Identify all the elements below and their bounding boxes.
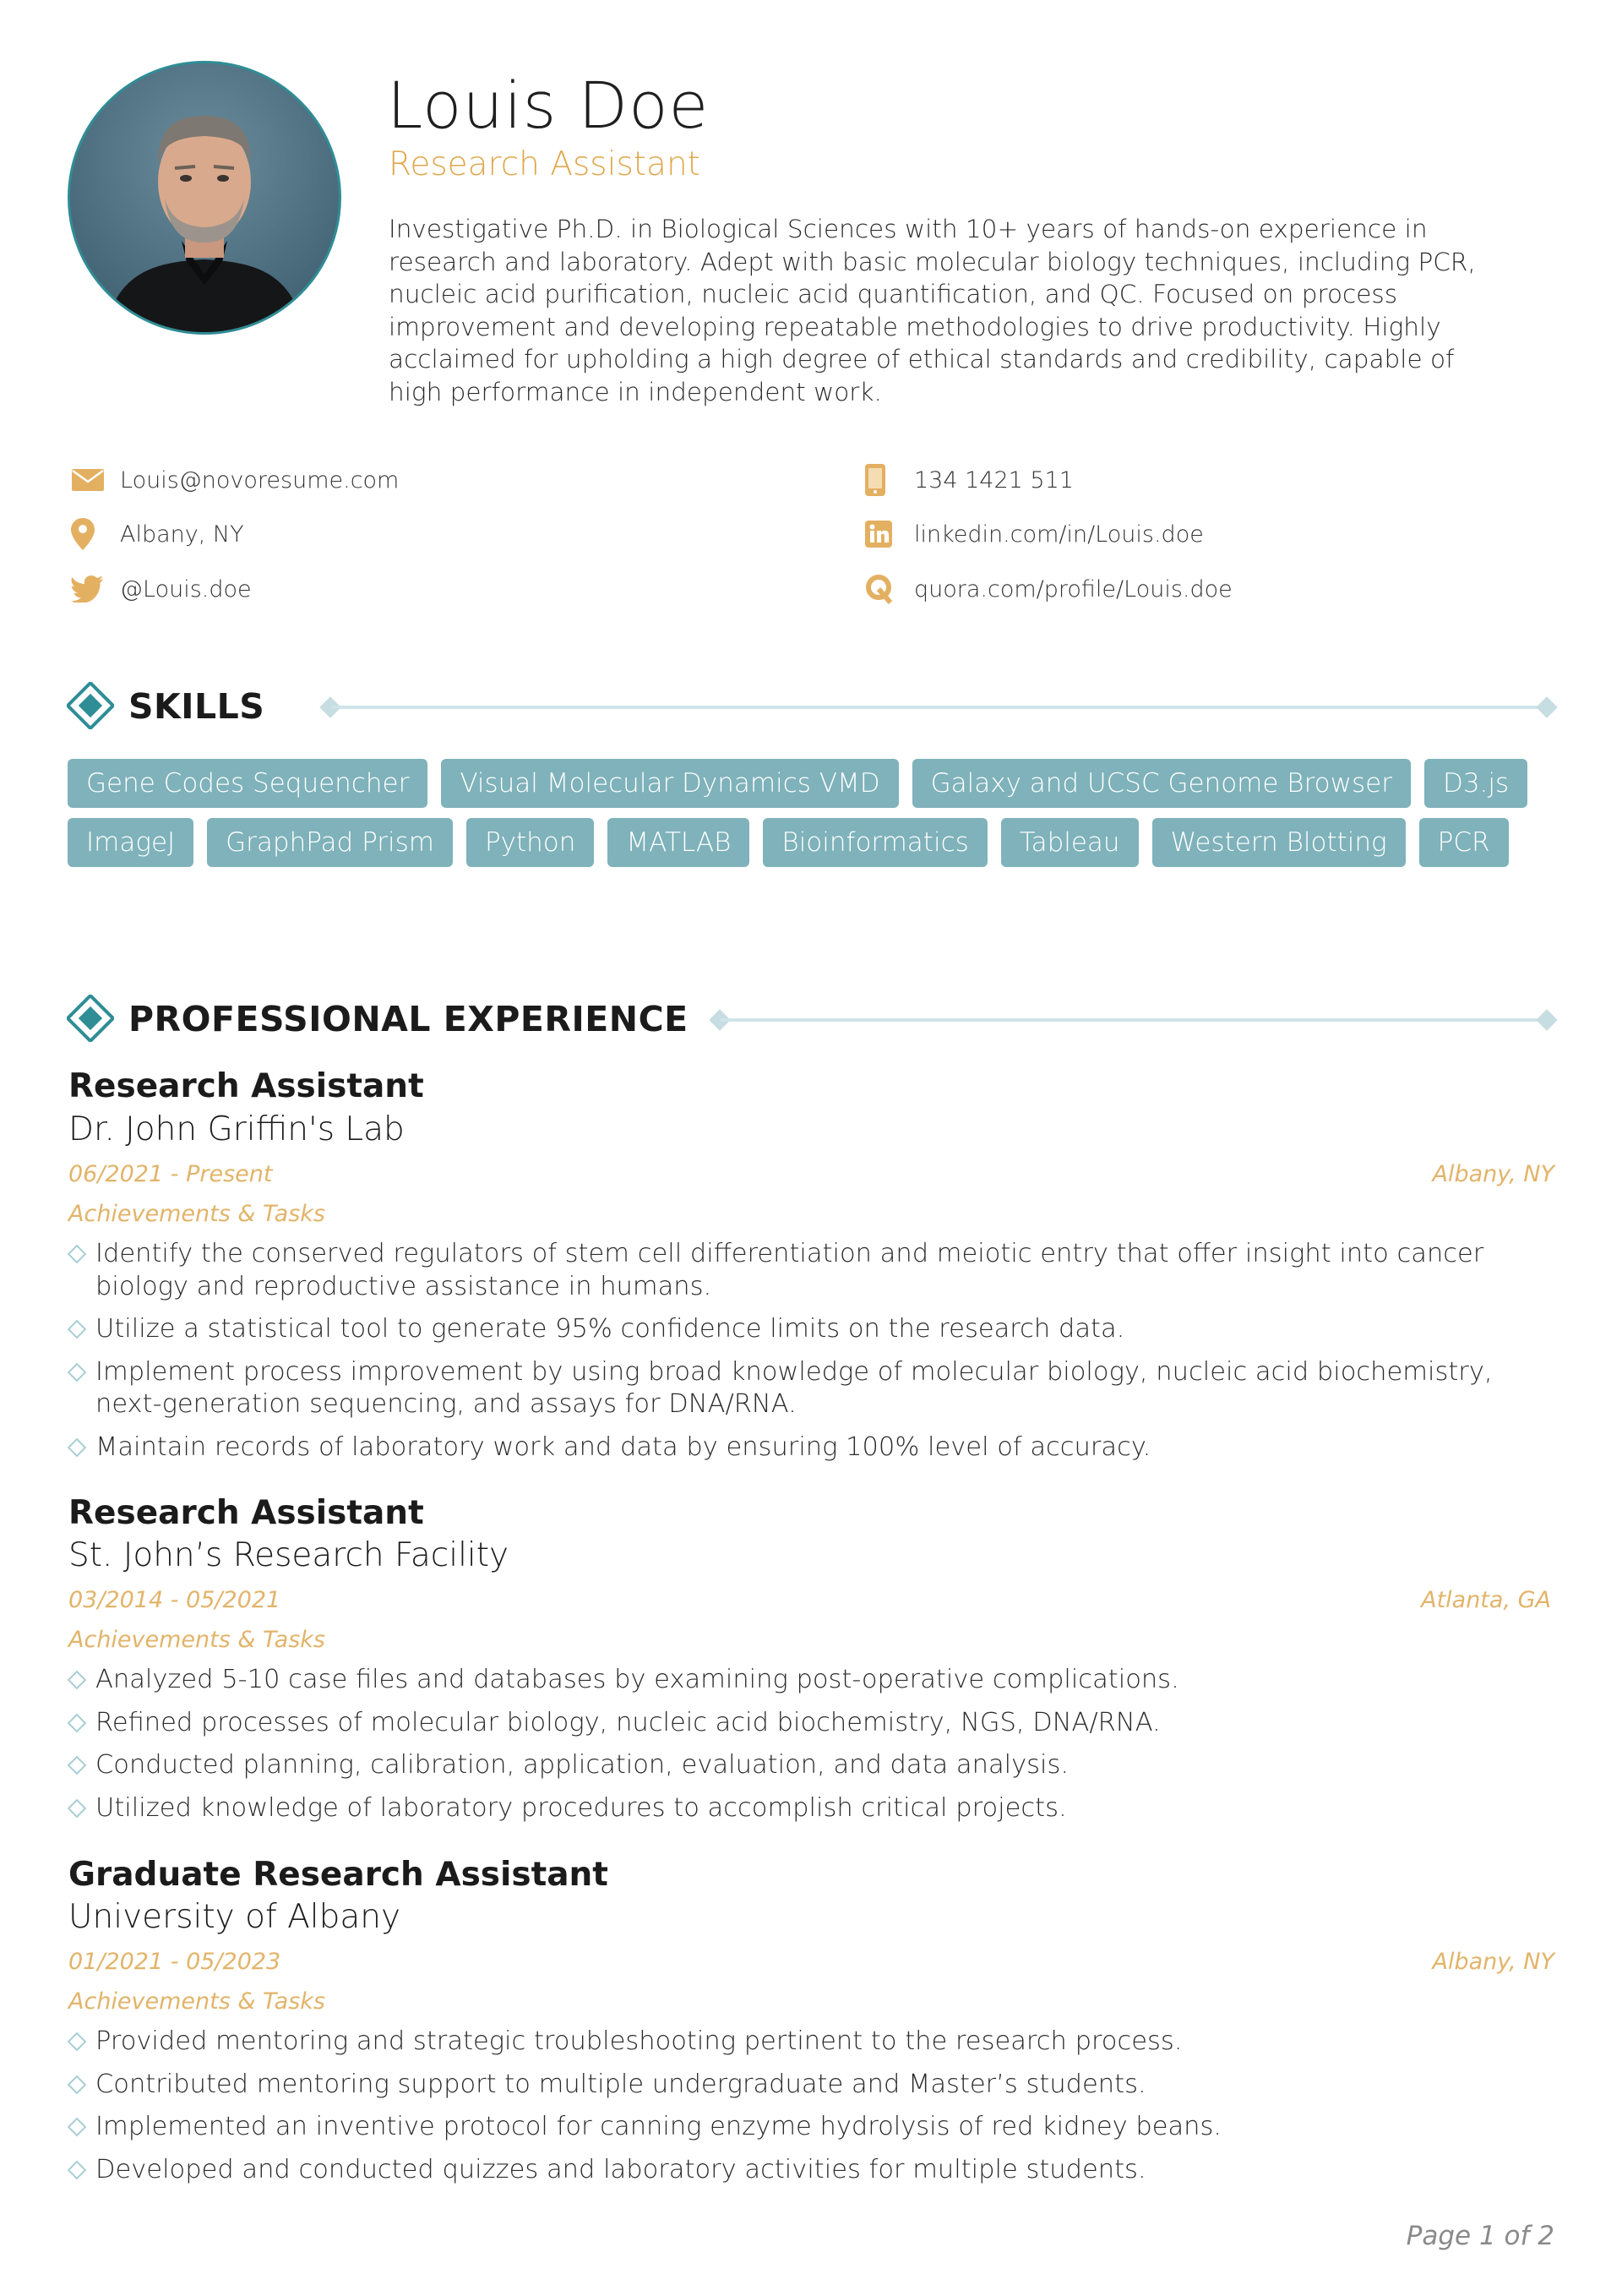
skill-tag: PCR xyxy=(1419,818,1509,867)
section-divider xyxy=(721,1018,1549,1022)
list-item xyxy=(68,1238,1555,1303)
contact-linkedin[interactable] xyxy=(865,517,1204,551)
company-name: University of Albany xyxy=(68,1898,401,1936)
achievements-list xyxy=(68,1238,1555,1464)
list-item xyxy=(68,2026,1555,2059)
list-item xyxy=(68,1792,1555,1825)
quora-text: quora.com/profile/Louis.doe xyxy=(914,575,1233,603)
quora-icon xyxy=(865,572,902,606)
company-name: Dr. John Griffin's Lab xyxy=(68,1110,405,1148)
experience-heading: PROFESSIONAL EXPERIENCE xyxy=(128,999,689,1039)
achievements-list xyxy=(68,1664,1555,1824)
bullet-diamond-icon xyxy=(68,1362,87,1382)
bullet-diamond-icon xyxy=(68,1245,87,1264)
bullet-diamond-icon xyxy=(68,1713,87,1732)
list-item xyxy=(68,1707,1555,1740)
bullet-diamond-icon xyxy=(68,2075,87,2094)
bullet-text: Contributed mentoring support to multiple undergraduate and Master’s students. xyxy=(95,2069,1146,2099)
skill-tag: D3.js xyxy=(1424,759,1527,808)
bullet-text: Implement process improvement by using broad knowledge of molecular biology, nucleic acid biochemistry, next-generation sequencing, and assays for DNA/RNA. xyxy=(95,1356,1493,1419)
linkedin-text: linkedin.com/in/Louis.doe xyxy=(914,521,1204,548)
achievements-subheading: Achievements & Tasks xyxy=(68,1627,326,1653)
bullet-text: Utilized knowledge of laboratory procedures to accomplish critical projects. xyxy=(95,1792,1067,1823)
bullet-text: Identify the conserved regulators of stem cell differentiation and meiotic entry that offer insight into cancer biology and reproductive assistance in humans. xyxy=(95,1239,1484,1301)
map-pin-icon xyxy=(71,517,108,551)
phone-icon xyxy=(865,463,902,497)
contact-quora[interactable] xyxy=(865,572,1233,606)
list-item xyxy=(68,1356,1555,1421)
skill-tag: GraphPad Prism xyxy=(207,818,453,867)
page-number: Page 1 of 2 xyxy=(1406,2221,1554,2251)
skill-tag: MATLAB xyxy=(607,818,749,867)
skills-tags xyxy=(68,759,1554,867)
job-dates: 01/2021 - 05/2023 xyxy=(68,1949,281,1975)
job-location: Albany, NY xyxy=(1432,1161,1554,1187)
skill-tag: Python xyxy=(466,818,594,867)
profile-photo xyxy=(68,61,341,335)
bullet-diamond-icon xyxy=(68,2118,87,2137)
contact-phone[interactable] xyxy=(865,463,1074,497)
job-title: Research Assistant xyxy=(68,1494,424,1532)
diamond-section-icon xyxy=(67,682,114,729)
bullet-diamond-icon xyxy=(68,1437,87,1457)
job-location: Atlanta, GA xyxy=(1421,1587,1551,1613)
bullet-text: Developed and conducted quizzes and laboratory activities for multiple students. xyxy=(95,2154,1146,2184)
achievements-subheading: Achievements & Tasks xyxy=(68,1988,326,2015)
phone-text: 134 1421 511 xyxy=(914,466,1074,494)
skill-tag: Bioinformatics xyxy=(763,818,987,867)
candidate-role: Research Assistant xyxy=(389,145,700,183)
achievements-subheading: Achievements & Tasks xyxy=(68,1201,326,1227)
skills-heading: SKILLS xyxy=(128,686,265,727)
twitter-text: @Louis.doe xyxy=(120,575,252,603)
contact-location xyxy=(71,517,244,551)
summary-text: Investigative Ph.D. in Biological Sciences with 10+ years of hands-on experience in research and laboratory. Adept with basic molecular biology techniques, including PCR, nucleic acid purification, nucleic acid quantification, and QC. Focused on process improvement and developing repeatable methodologies to drive productivity. Highly acclaimed for upholding a high degree of ethical standards and credibility, capable of high performance in independent work. xyxy=(389,215,1476,406)
contact-twitter[interactable] xyxy=(71,572,252,606)
skill-tag: Galaxy and UCSC Genome Browser xyxy=(912,759,1411,808)
location-text: Albany, NY xyxy=(120,521,244,548)
achievements-list xyxy=(68,2026,1555,2186)
list-item xyxy=(68,1664,1555,1697)
bullet-diamond-icon xyxy=(68,1798,87,1818)
job-location: Albany, NY xyxy=(1432,1949,1554,1975)
job-dates: 06/2021 - Present xyxy=(68,1161,273,1187)
envelope-icon xyxy=(71,463,108,497)
job-title: Research Assistant xyxy=(68,1067,424,1105)
section-divider xyxy=(331,706,1549,709)
bullet-text: Provided mentoring and strategic troubleshooting pertinent to the research process. xyxy=(95,2026,1183,2056)
job-title: Graduate Research Assistant xyxy=(68,1856,608,1894)
bullet-text: Utilize a statistical tool to generate 95% confidence limits on the research data. xyxy=(95,1314,1125,1344)
bullet-text: Refined processes of molecular biology, nucleic acid biochemistry, NGS, DNA/RNA. xyxy=(95,1707,1161,1737)
bullet-text: Analyzed 5-10 case files and databases by examining post-operative complications. xyxy=(95,1665,1179,1694)
twitter-icon xyxy=(71,572,108,606)
diamond-section-icon xyxy=(67,995,114,1042)
list-item xyxy=(68,2111,1555,2144)
list-item xyxy=(68,1432,1555,1464)
skill-tag: Gene Codes Sequencher xyxy=(68,759,427,808)
contact-email[interactable] xyxy=(71,463,399,497)
email-text: Louis@novoresume.com xyxy=(120,466,400,494)
candidate-name: Louis Doe xyxy=(387,68,710,143)
person-portrait-icon xyxy=(70,63,339,332)
list-item xyxy=(68,2154,1555,2187)
skill-tag: Western Blotting xyxy=(1152,818,1406,867)
bullet-diamond-icon xyxy=(68,1320,87,1339)
bullet-diamond-icon xyxy=(68,1756,87,1775)
line-end-diamond xyxy=(1536,1009,1557,1030)
bullet-text: Maintain records of laboratory work and data by ensuring 100% level of accuracy. xyxy=(95,1432,1151,1462)
bullet-diamond-icon xyxy=(68,2160,87,2179)
skill-tag: Visual Molecular Dynamics VMD xyxy=(441,759,898,808)
list-item xyxy=(68,1749,1555,1782)
job-dates: 03/2014 - 05/2021 xyxy=(68,1587,281,1613)
skill-tag: Tableau xyxy=(1001,818,1139,867)
list-item xyxy=(68,1313,1555,1346)
list-item xyxy=(68,2069,1555,2102)
bullet-text: Conducted planning, calibration, application, evaluation, and data analysis. xyxy=(95,1750,1070,1780)
bullet-diamond-icon xyxy=(68,1671,87,1690)
company-name: St. John’s Research Facility xyxy=(68,1536,509,1574)
linkedin-icon xyxy=(865,517,902,551)
bullet-diamond-icon xyxy=(68,2032,87,2052)
line-end-diamond xyxy=(1536,696,1557,717)
bullet-text: Implemented an inventive protocol for canning enzyme hydrolysis of red kidney beans. xyxy=(95,2112,1222,2141)
skill-tag: ImageJ xyxy=(68,818,193,867)
